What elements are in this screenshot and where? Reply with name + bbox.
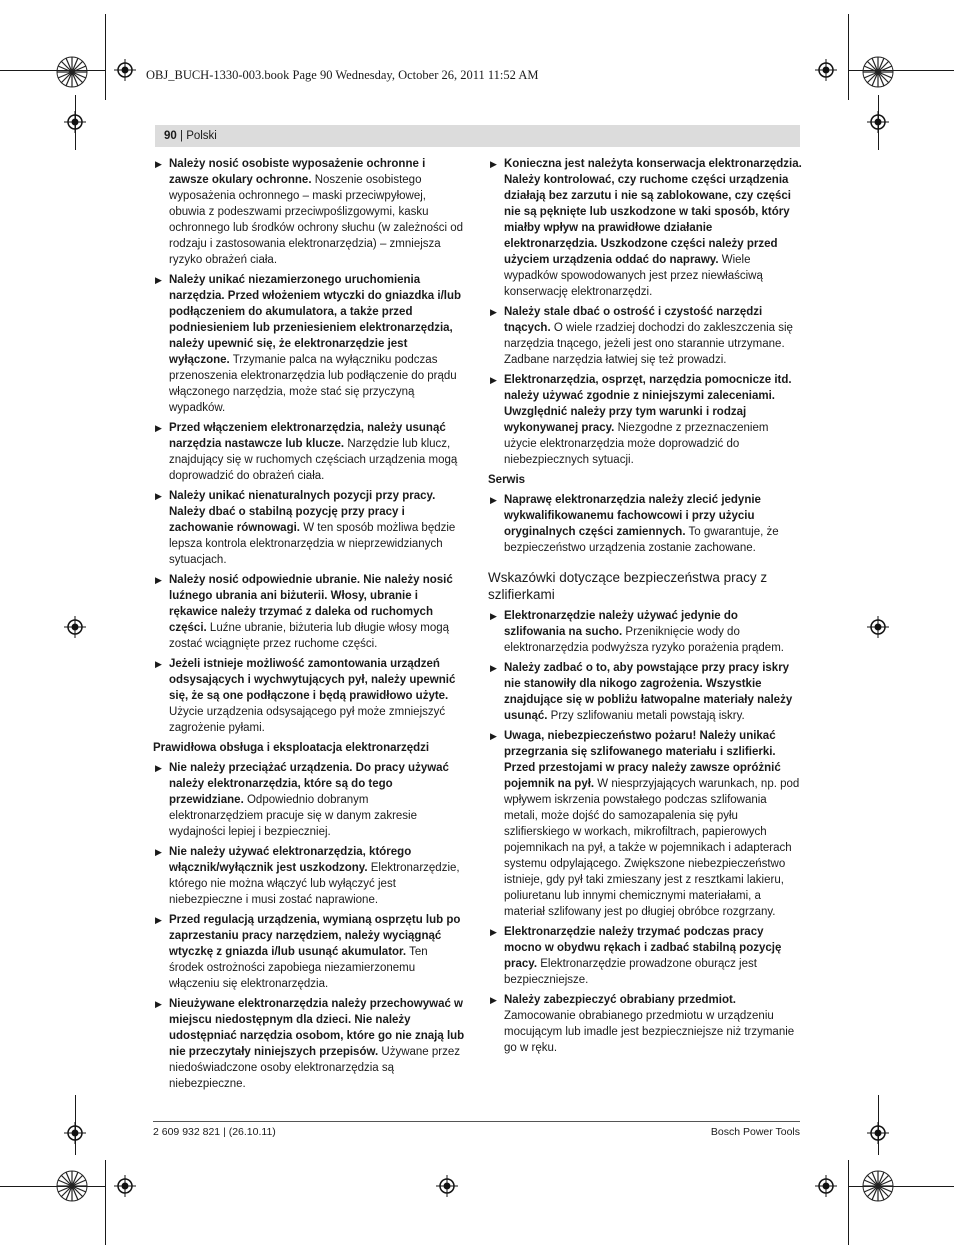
header-separator: | — [176, 130, 187, 142]
bullet-item — [488, 156, 802, 300]
bullet-triangle-icon: ▶ — [490, 611, 497, 621]
bullet-item-text: Elektronarzędzie prowadzone oburącz jest bezpieczniejsze. — [504, 958, 757, 986]
bullet-item — [488, 992, 802, 1056]
bullet-triangle-icon: ▶ — [490, 995, 497, 1005]
bullet-item-bold-text: Elektronarzędzie należy trzymać podczas pracy mocno w obydwu rękach i zadbać stabilną pozycję pracy. — [504, 926, 782, 970]
crosshair-mark-icon — [867, 111, 889, 133]
bullet-item-text: O wiele rzadziej dochodzi do zakleszczenia się narzędzia tnącego, jeżeli jest ono starannie utrzymane. Zadbane narzędzia łatwiej się też prowadzi. — [504, 322, 793, 366]
registration-starburst-icon — [862, 1170, 894, 1202]
bullet-item-text: To gwarantuje, że bezpieczeństwo urządzenia zostanie zachowane. — [504, 526, 779, 554]
bullet-item-bold-text: Elektronarzędzia, osprzęt, narzędzia pomocnicze itd. należy używać zgodnie z niniejszymi zaleceniami. Uwzględnić należy przy tym warunki i rodzaj wykonywanej pracy. — [504, 374, 792, 434]
bullet-item-text: Trzymanie palca na wyłączniku podczas przenoszenia elektronarzędzia lub podłączenie do prądu włączonego narzędzia, może stać się przyczyną wypadków. — [169, 354, 457, 414]
header-strip — [155, 125, 800, 147]
bullet-triangle-icon: ▶ — [155, 659, 162, 669]
bullet-item-bold-text: Należy unikać niezamierzonego uruchomienia narzędzia. Przed włożeniem wtyczki do gniazdka i/lub podłączeniem do akumulatora, a także przed podniesieniem lub przeniesieniem elektronarzędzia, należy upewnić się, że elektronarzędzie jest wyłączone. — [169, 274, 462, 366]
crosshair-mark-icon — [867, 1122, 889, 1144]
footer-rule — [153, 1121, 800, 1122]
bullet-item-text: Używane przez niedoświadczone osoby elektronarzędzia są niebezpieczne. — [169, 1046, 461, 1090]
registration-starburst-icon — [862, 56, 894, 88]
left-items-b — [153, 760, 465, 1092]
crosshair-mark-icon — [436, 1175, 458, 1197]
bullet-item — [488, 304, 802, 368]
footer-doc-number: 2 609 932 821 | (26.10.11) — [153, 1126, 276, 1138]
bullet-item — [488, 608, 802, 656]
bullet-triangle-icon: ▶ — [490, 495, 497, 505]
right-items-b — [488, 492, 802, 556]
bullet-triangle-icon: ▶ — [490, 307, 497, 317]
bullet-triangle-icon: ▶ — [490, 663, 497, 673]
bullet-item — [153, 420, 465, 484]
bullet-item — [488, 492, 802, 556]
bullet-item-text: Zamocowanie obrabianego przedmiotu w urządzeniu mocującym lub imadle jest bezpieczniejsze niż trzymanie go w ręku. — [504, 1010, 795, 1054]
bullet-item-text: Luźne ubranie, biżuteria lub długie włosy mogą zostać wciągnięte przez ruchome części. — [169, 622, 450, 650]
crosshair-mark-icon — [64, 1122, 86, 1144]
crosshair-mark-icon — [114, 1175, 136, 1197]
registration-starburst-icon — [56, 56, 88, 88]
bullet-triangle-icon: ▶ — [155, 763, 162, 773]
crosshair-mark-icon — [815, 59, 837, 81]
bullet-item — [153, 996, 465, 1092]
crop-line — [0, 70, 105, 71]
registration-starburst-icon — [56, 1170, 88, 1202]
bullet-item — [153, 844, 465, 908]
bullet-item-text: Odpowiednio dobranym elektronarzędziem pracuje się w danym zakresie wydajności lepiej i bezpieczniej. — [169, 794, 417, 838]
print-slug: OBJ_BUCH-1330-003.book Page 90 Wednesday, October 26, 2011 11:52 AM — [146, 68, 539, 82]
bullet-item-bold-text: Nie należy używać elektronarzędzia, którego włącznik/wyłącznik jest uszkodzony. — [169, 846, 412, 874]
bullet-item — [488, 728, 802, 920]
left-column — [153, 156, 465, 1096]
bullet-item-text: Użycie urządzenia odsysającego pył może zmniejszyć zagrożenie pyłami. — [169, 706, 446, 734]
bullet-item-text: W niesprzyjających warunkach, np. pod wpływem iskrzenia powstałego podczas szlifowania metali, może dojść do samozapalenia się pyłu szlifierskiego w workach, mikrofiltrach, papierowych pojemnikach na pył, a także w pojemnikach i adapterach systemu odpylającego. Zwiększone niebezpieczeństwo istnieje, gdy pył taki zmieszany jest z resztkami lakieru, poliuretanu lub innymi chemicznymi materiałami, a materiał szlifowany jest po długiej obróbce rozgrzany. — [504, 778, 800, 918]
bullet-triangle-icon: ▶ — [490, 159, 497, 169]
crosshair-mark-icon — [815, 1175, 837, 1197]
bullet-item-bold-text: Nieużywane elektronarzędzia należy przechowywać w miejscu niedostępnym dla dzieci. Nie należy udostępniać narzędzia osobom, które go nie znają lub nie przeczytały niniejszych przepisów. — [169, 998, 465, 1058]
bullet-item-text: Przy szlifowaniu metali powstają iskry. — [547, 710, 745, 722]
bullet-item-bold-text: Należy stale dbać o ostrość i czystość narzędzi tnących. — [504, 306, 763, 334]
bullet-triangle-icon: ▶ — [155, 847, 162, 857]
bullet-item — [153, 488, 465, 568]
bullet-item-bold-text: Należy nosić odpowiednie ubranie. Nie należy nosić luźnego ubrania ani biżuterii. Włosy, ubranie i rękawice należy trzymać z daleka od ruchomych części. — [169, 574, 453, 634]
bullet-item — [153, 656, 465, 736]
crosshair-mark-icon — [64, 111, 86, 133]
bullet-triangle-icon: ▶ — [155, 491, 162, 501]
bullet-triangle-icon: ▶ — [155, 999, 162, 1009]
crosshair-mark-icon — [64, 616, 86, 638]
right-items-a — [488, 156, 802, 468]
bullet-triangle-icon: ▶ — [490, 731, 497, 741]
bullet-item-bold-text: Uwaga, niebezpieczeństwo pożaru! Należy unikać przegrzania się szlifowanego materiału i szlifierki. Przed przestojami w pracy należy zawsze opróżnić pojemnik na pył. — [504, 730, 781, 790]
bullet-item-bold-text: Konieczna jest należyta konserwacja elektronarzędzia. Należy kontrolować, czy ruchome części urządzenia działają bez zarzutu i nie są zablokowane, czy części nie są pęknięte lub uszkodzone w taki sposób, który miałby wpływ na prawidłowe działanie elektronarzędzia. Uszkodzone części należy przed użyciem urządzenia oddać do naprawy. — [504, 158, 802, 266]
bullet-item-bold-text: Elektronarzędzie należy używać jedynie do szlifowania na sucho. — [504, 610, 738, 638]
bullet-item-text: Elektronarzędzie, którego nie można włączyć lub wyłączyć jest niebezpieczne i musi zostać naprawione. — [169, 862, 460, 906]
right-column — [488, 156, 802, 1060]
bullet-item — [153, 572, 465, 652]
bullet-triangle-icon: ▶ — [155, 915, 162, 925]
right-items-c — [488, 608, 802, 1056]
bullet-item-bold-text: Przed regulacją urządzenia, wymianą osprzętu lub po zaprzestaniu pracy narzędziem, należy wyciągnąć wtyczkę z gniazda i/lub usunąć akumulator. — [169, 914, 461, 958]
crop-line — [848, 14, 849, 100]
bullet-item — [153, 912, 465, 992]
header-language: Polski — [186, 130, 217, 142]
page-header — [164, 130, 217, 142]
bullet-item — [153, 760, 465, 840]
bullet-triangle-icon: ▶ — [490, 375, 497, 385]
bullet-item-bold-text: Przed włączeniem elektronarzędzia, należy usunąć narzędzia nastawcze lub klucze. — [169, 422, 446, 450]
bullet-item-text: Narzędzie lub klucz, znajdujący się w ruchomych częściach urządzenia mogą doprowadzić do obrażeń ciała. — [169, 438, 458, 482]
bullet-item — [488, 372, 802, 468]
crop-line — [105, 14, 106, 100]
bullet-item-bold-text: Należy zabezpieczyć obrabiany przedmiot. — [504, 994, 736, 1006]
bullet-item-bold-text: Należy zadbać o to, aby powstające przy pracy iskry nie stanowiły dla nikogo zagrożenia. Wszystkie znajdujące się w pobliżu łatwopalne materiały należy usunąć. — [504, 662, 793, 722]
bullet-item-text: Wiele wypadków spowodowanych jest przez niewłaściwą konserwację elektronarzędzi. — [504, 254, 763, 298]
bullet-item — [488, 924, 802, 988]
bullet-item — [153, 272, 465, 416]
bullet-triangle-icon: ▶ — [155, 275, 162, 285]
crop-line — [848, 1160, 849, 1245]
footer-brand: Bosch Power Tools — [710, 1126, 800, 1138]
bullet-item-bold-text: Naprawę elektronarzędzia należy zlecić jedynie wykwalifikowanemu fachowcowi i przy użyciu oryginalnych części zamiennych. — [504, 494, 761, 538]
bullet-item-bold-text: Należy nosić osobiste wyposażenie ochronne i zawsze okulary ochronne. — [169, 158, 426, 186]
left-items-a — [153, 156, 465, 736]
crop-line — [105, 1160, 106, 1245]
bullet-item-text: Przeniknięcie wody do elektronarzędzia podwyższa ryzyko porażenia prądem. — [504, 626, 784, 654]
section-title-grinder-safety: Wskazówki dotyczące bezpieczeństwa pracy z szlifierkami — [488, 570, 768, 602]
crosshair-mark-icon — [867, 616, 889, 638]
crop-line — [0, 1186, 105, 1187]
bullet-item — [488, 660, 802, 724]
bullet-item — [153, 156, 465, 268]
bullet-item-bold-text: Jeżeli istnieje możliwość zamontowania urządzeń odsysających i wychwytujących pył, należy upewnić się, że są one podłączone i będą prawidłowo użyte. — [169, 658, 456, 702]
bullet-triangle-icon: ▶ — [490, 927, 497, 937]
crosshair-mark-icon — [114, 59, 136, 81]
subhead-proper-use: Prawidłowa obsługa i eksploatacja elektronarzędzi — [153, 742, 430, 754]
bullet-item-bold-text: Nie należy przeciążać urządzenia. Do pracy używać należy elektronarzędzia, które są do tego przewidziane. — [169, 762, 449, 806]
subhead-service: Serwis — [488, 474, 526, 486]
bullet-item-text: Noszenie osobistego wyposażenia ochronnego – maski przeciwpyłowej, obuwia z podeszwami przeciwpoślizgowymi, kasku ochronnego lub środków ochrony słuchu (w zależności od rodzaju i zastosowania elektronarzędzia) – zmniejsza ryzyko obrażeń ciała. — [169, 174, 464, 266]
bullet-item-bold-text: Należy unikać nienaturalnych pozycji przy pracy. Należy dbać o stabilną pozycję przy pracy i zachowanie równowagi. — [169, 490, 436, 534]
bullet-triangle-icon: ▶ — [155, 159, 162, 169]
bullet-triangle-icon: ▶ — [155, 575, 162, 585]
bullet-item-text: Niezgodne z przeznaczeniem użycie elektronarzędzia może doprowadzić do niebezpiecznych sytuacji. — [504, 422, 769, 466]
bullet-item-text: W ten sposób możliwa będzie lepsza kontrola elektronarzędzia w nieprzewidzianych sytuacjach. — [169, 522, 456, 566]
page-number: 90 — [164, 130, 177, 142]
bullet-triangle-icon: ▶ — [155, 423, 162, 433]
bullet-item-text: Ten środek ostrożności zapobiega niezamierzonemu włączeniu się elektronarzędzia. — [169, 946, 428, 990]
